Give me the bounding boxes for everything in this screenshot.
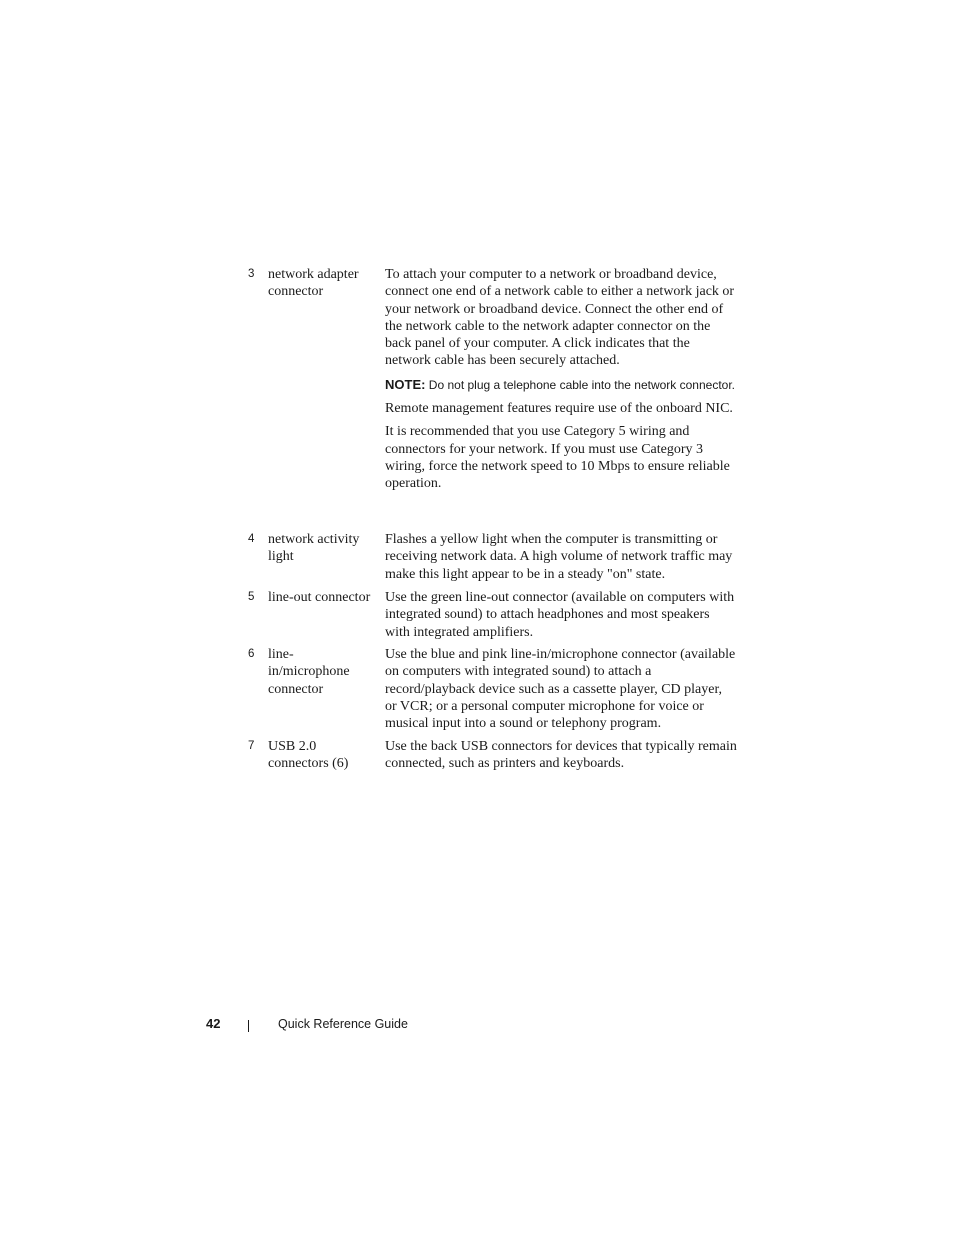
- note-label: NOTE:: [385, 376, 426, 392]
- description-paragraph: It is recommended that you use Category 5 wiring and connectors for your network. If you must use Category 3 wiring, force the network speed to 10 Mbps to ensure reliable operation.: [385, 424, 730, 492]
- item-label: line-in/microphone connector: [268, 647, 350, 697]
- page-number: 42: [206, 1016, 221, 1031]
- item-label: line-out connector: [268, 590, 371, 605]
- item-number: 3: [248, 268, 255, 280]
- item-number: 7: [248, 740, 255, 752]
- note-text: Do not plug a telephone cable into the network connector.: [428, 377, 736, 392]
- description-paragraph: To attach your computer to a network or broadband device, connect one end of a network cable to either a network jack or your network or broadband device. Connect the other end of the network cable to the network adapter connector on the back panel of your computer. A click indicates that the network cable has been securely attached.: [385, 267, 735, 369]
- item-description: [385, 589, 737, 647]
- description-paragraph: Use the blue and pink line-in/microphone connector (available on computers with integrated sound) to attach a record/playback device such as a cassette player, CD player, or VCR; or a personal computer microphone for voice or musical input into a sound or telephony program.: [385, 647, 736, 732]
- item-number: 4: [248, 533, 255, 545]
- description-paragraph: Use the back USB connectors for devices that typically remain connected, such as printers and keyboards.: [385, 739, 737, 772]
- item-description: [385, 738, 737, 779]
- item-number: 6: [248, 648, 255, 660]
- item-description: [385, 531, 737, 589]
- item-description: [385, 266, 737, 499]
- description-paragraph: Flashes a yellow light when the computer is transmitting or receiving network data. A high volume of network traffic may make this light appear to be in a steady "on" state.: [385, 532, 733, 582]
- item-number: 5: [248, 591, 255, 603]
- item-description: [385, 646, 737, 738]
- footer-divider: [248, 1020, 249, 1032]
- note: [385, 376, 737, 394]
- item-label: network adapter connector: [268, 267, 359, 300]
- description-paragraph: Use the green line-out connector (available on computers with integrated sound) to attach headphones and most speakers with integrated amplifiers.: [385, 590, 735, 640]
- item-label: network activity light: [268, 532, 360, 565]
- document-title: Quick Reference Guide: [278, 1017, 408, 1031]
- page-footer: [0, 1014, 954, 1036]
- item-label: USB 2.0 connectors (6): [268, 739, 349, 772]
- description-paragraph: Remote management features require use of the onboard NIC.: [385, 401, 733, 417]
